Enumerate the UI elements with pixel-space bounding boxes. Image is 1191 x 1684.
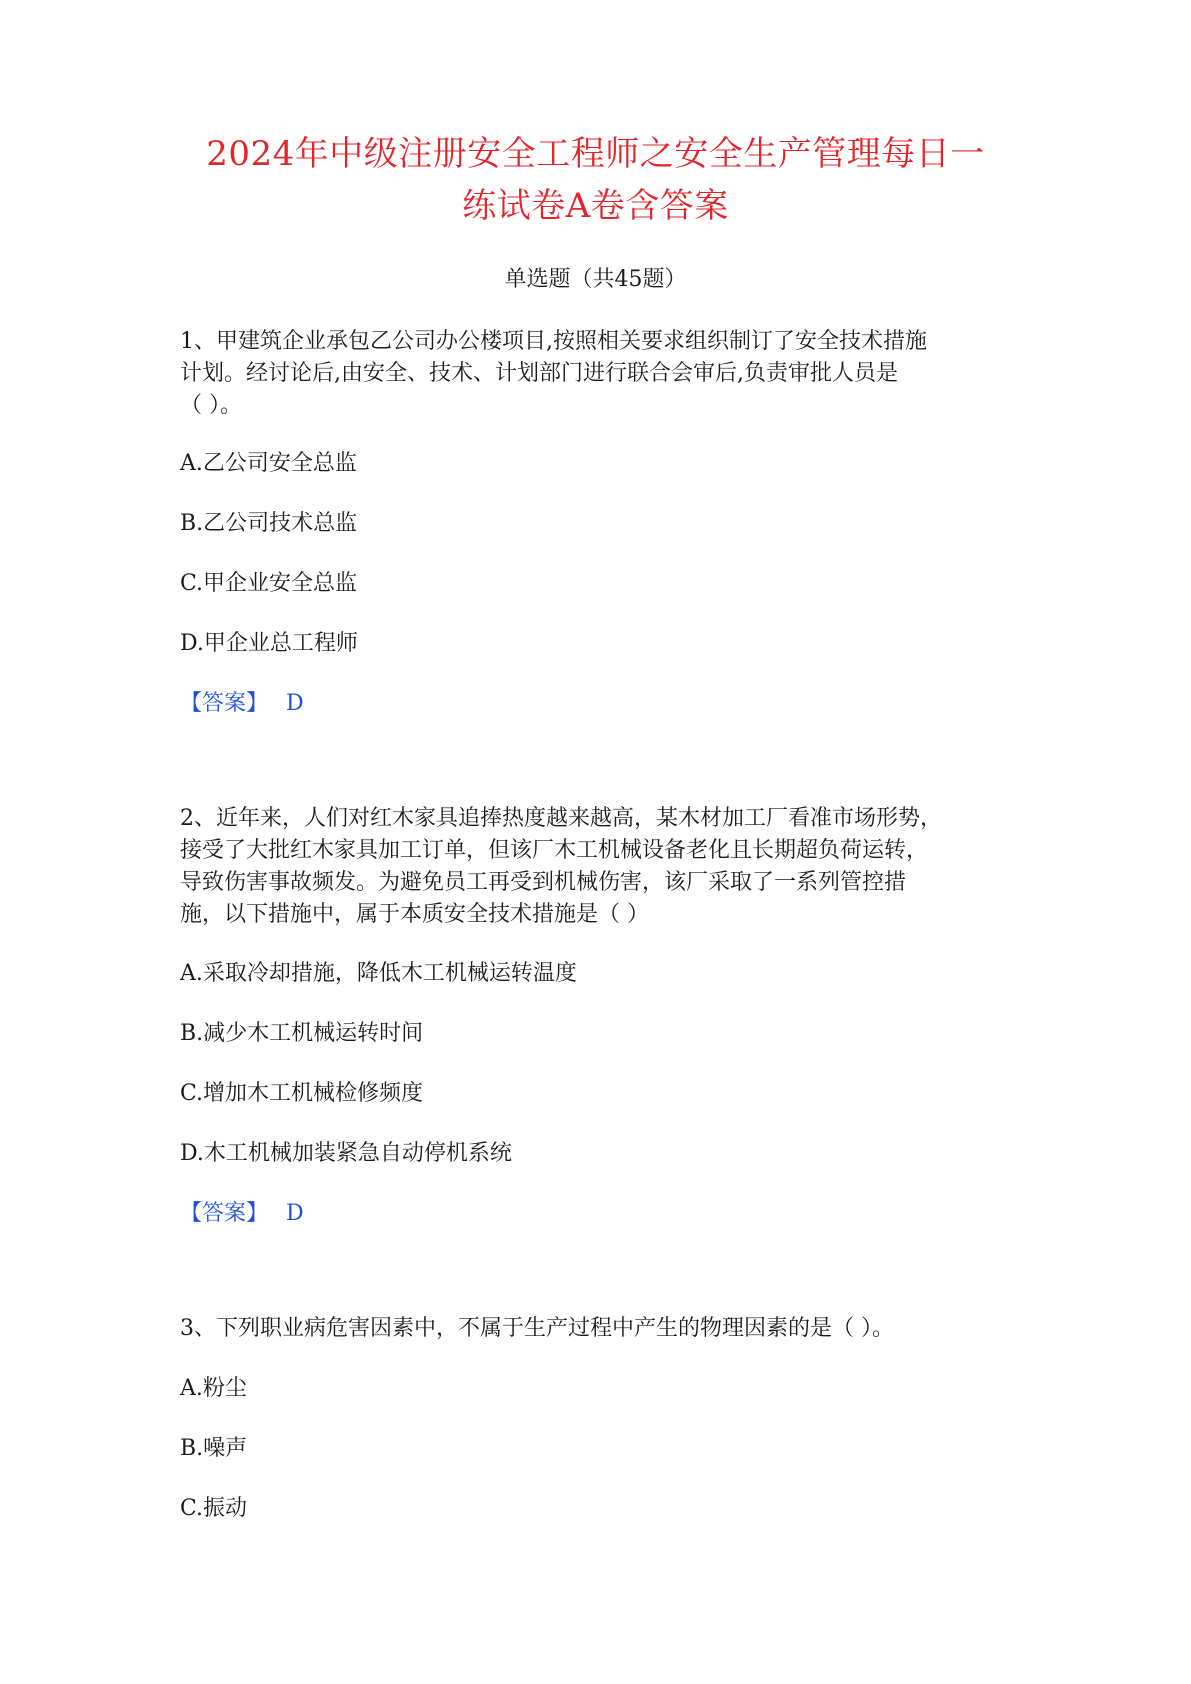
question-3-option-c: C.振动 xyxy=(180,1496,248,1521)
question-2-option-d: D.木工机械加装紧急自动停机系统 xyxy=(180,1141,512,1166)
question-3-option-b: B.噪声 xyxy=(180,1436,248,1461)
question-1-answer xyxy=(180,688,304,720)
question-1-option-a: A.乙公司安全总监 xyxy=(180,451,357,476)
question-1-option-c: C.甲企业安全总监 xyxy=(180,571,358,596)
question-1-option-d: D.甲企业总工程师 xyxy=(180,631,358,656)
question-1-option-b: B.乙公司技术总监 xyxy=(180,511,358,536)
question-2-stem-line: 接受了大批红木家具加工订单，但该厂木工机械设备老化且长期超负荷运转， xyxy=(180,838,929,863)
section-heading: 单选题（共45题） xyxy=(504,267,687,292)
question-2-option-c: C.增加木工机械检修频度 xyxy=(180,1081,424,1106)
document-title-line-1: 2024年中级注册安全工程师之安全生产管理每日一 xyxy=(206,134,985,174)
question-2-stem-line: 导致伤害事故频发。为避免员工再受到机械伤害，该厂采取了一系列管控措 xyxy=(180,870,907,895)
question-2-option-a: A.采取冷却措施，降低木工机械运转温度 xyxy=(180,961,577,986)
question-1-stem-line: 1、甲建筑企业承包乙公司办公楼项目,按照相关要求组织制订了安全技术措施 xyxy=(180,329,927,354)
question-3-stem-line: 3、下列职业病危害因素中，不属于生产过程中产生的物理因素的是（ ）。 xyxy=(180,1316,894,1341)
answer-value: D xyxy=(286,691,304,716)
answer-label: 【答案】 xyxy=(180,1201,269,1226)
question-1-stem-line: （ ）。 xyxy=(180,393,242,418)
question-1-stem-line: 计划。经讨论后,由安全、技术、计划部门进行联合会审后,负责审批人员是 xyxy=(180,361,898,386)
question-2-answer xyxy=(180,1198,304,1230)
document-title-line-2: 练试卷A卷含答案 xyxy=(462,186,729,226)
question-2-stem-line: 2、近年来，人们对红木家具追捧热度越来越高，某木材加工厂看准市场形势， xyxy=(180,806,942,831)
question-2-stem-line: 施，以下措施中，属于本质安全技术措施是（ ） xyxy=(180,902,649,927)
question-2-option-b: B.减少木工机械运转时间 xyxy=(180,1021,424,1046)
answer-value: D xyxy=(286,1201,304,1226)
answer-label: 【答案】 xyxy=(180,691,269,716)
question-3-option-a: A.粉尘 xyxy=(180,1376,247,1401)
